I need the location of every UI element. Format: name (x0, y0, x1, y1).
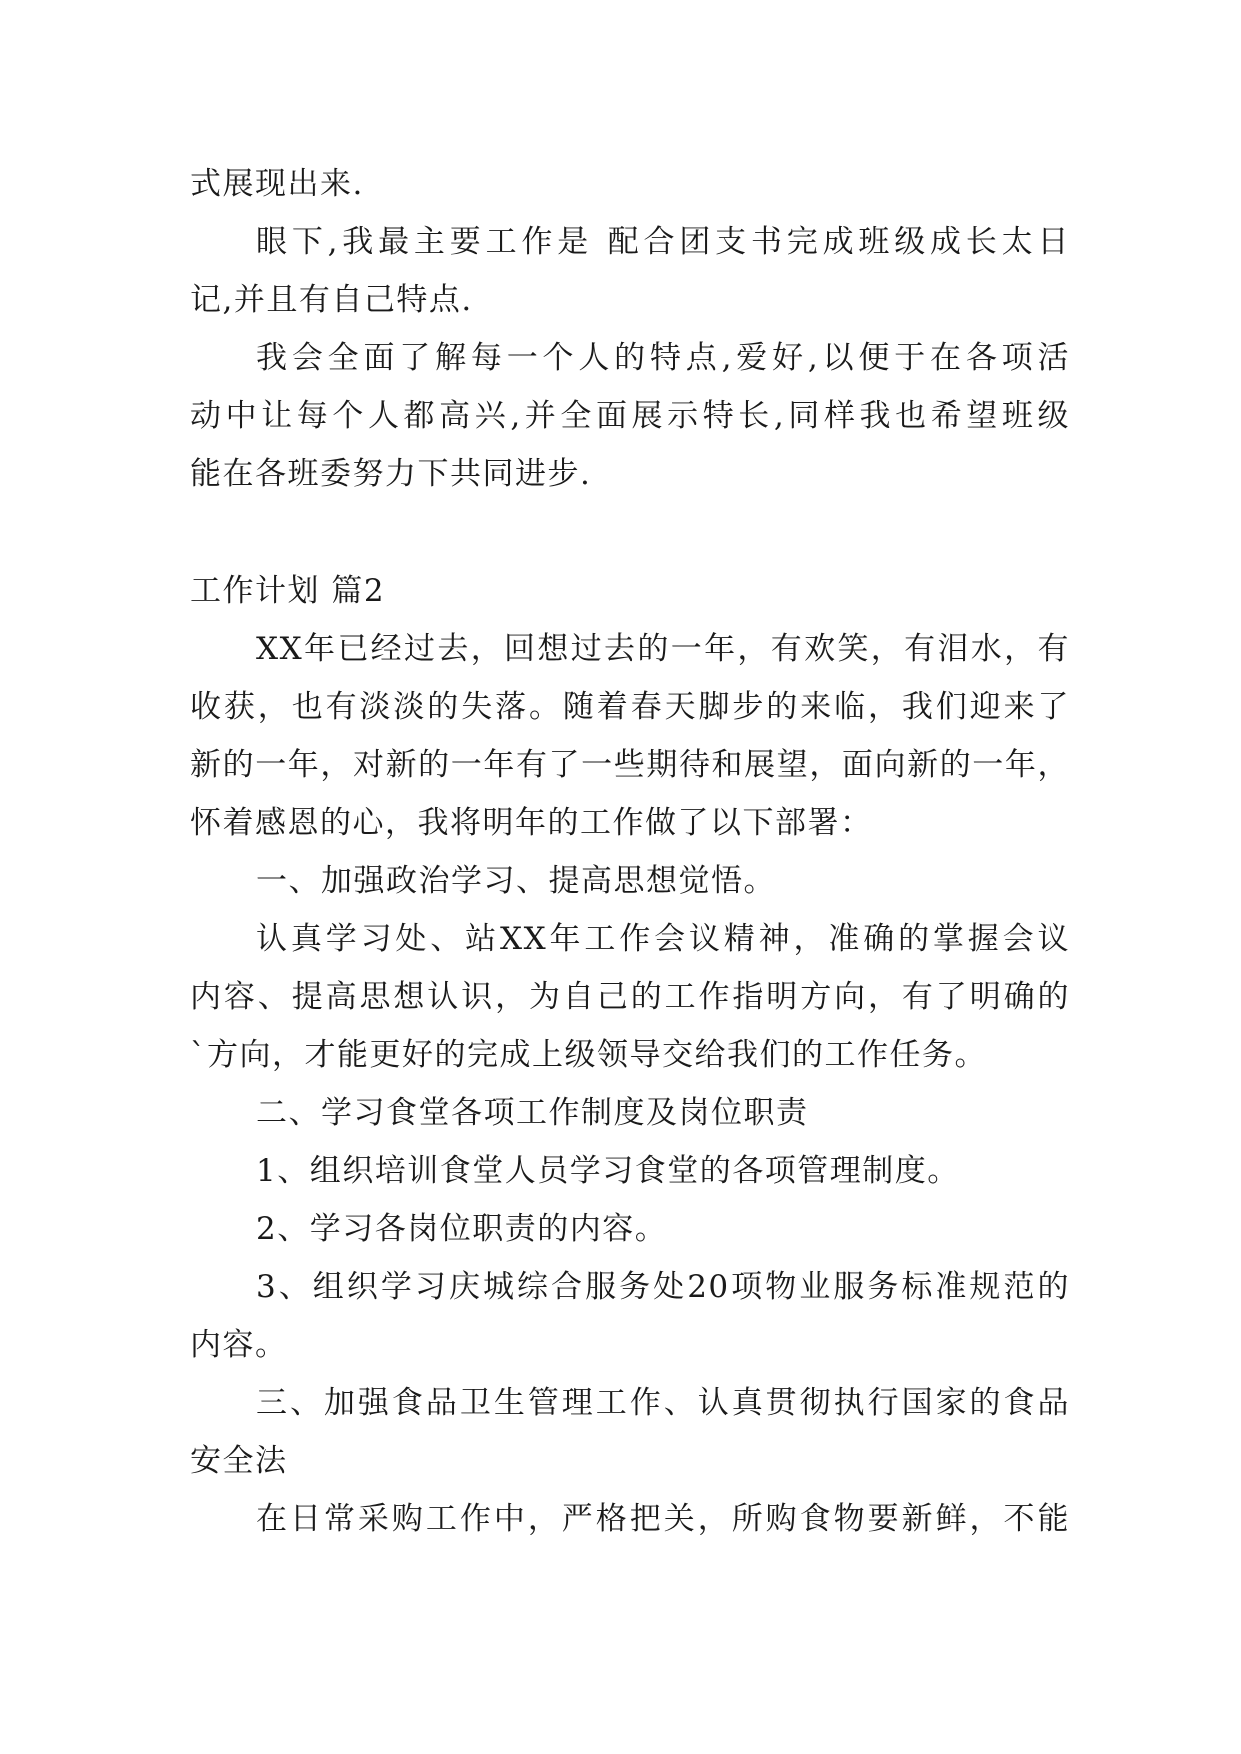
paragraph-line: 能在各班委努力下共同进步. (190, 456, 592, 492)
section-heading: 工作计划 篇2 (190, 573, 386, 609)
paragraph-line: 式展现出来. (190, 166, 364, 202)
list-item: 1、组织培训食堂人员学习食堂的各项管理制度。 (256, 1153, 960, 1189)
list-heading: 二、学习食堂各项工作制度及岗位职责 (256, 1095, 809, 1131)
list-heading: 一、加强政治学习、提高思想觉悟。 (256, 863, 776, 899)
paragraph-line: XX年已经过去，回想过去的一年，有欢笑，有泪水，有 (256, 631, 1070, 667)
paragraph-line: `方向，才能更好的完成上级领导交给我们的工作任务。 (190, 1037, 987, 1073)
paragraph-line: 新的一年，对新的一年有了一些期待和展望，面向新的一年， (190, 747, 1070, 783)
list-item: 3、组织学习庆城综合服务处20项物业服务标准规范的 (256, 1269, 1070, 1305)
paragraph-line: 眼下,我最主要工作是 配合团支书完成班级成长太日 (256, 224, 1070, 260)
paragraph-line: 动中让每个人都高兴,并全面展示特长,同样我也希望班级 (190, 398, 1070, 434)
paragraph-line: 安全法 (190, 1443, 288, 1479)
paragraph-line: 怀着感恩的心，我将明年的工作做了以下部署： (190, 805, 873, 841)
paragraph-line: 认真学习处、站XX年工作会议精神，准确的掌握会议 (256, 921, 1070, 957)
paragraph-line: 收获，也有淡淡的失落。随着春天脚步的来临，我们迎来了 (190, 689, 1070, 725)
paragraph-line: 内容。 (190, 1327, 288, 1363)
list-item: 2、学习各岗位职责的内容。 (256, 1211, 668, 1247)
paragraph-line: 我会全面了解每一个人的特点,爱好,以便于在各项活 (256, 340, 1070, 376)
paragraph-line: 记,并且有自己特点. (190, 282, 473, 318)
list-heading: 三、加强食品卫生管理工作、认真贯彻执行国家的食品 (256, 1385, 1070, 1421)
paragraph-line: 内容、提高思想认识，为自己的工作指明方向，有了明确的 (190, 979, 1070, 1015)
paragraph-line: 在日常采购工作中，严格把关，所购食物要新鲜，不能 (256, 1501, 1070, 1537)
